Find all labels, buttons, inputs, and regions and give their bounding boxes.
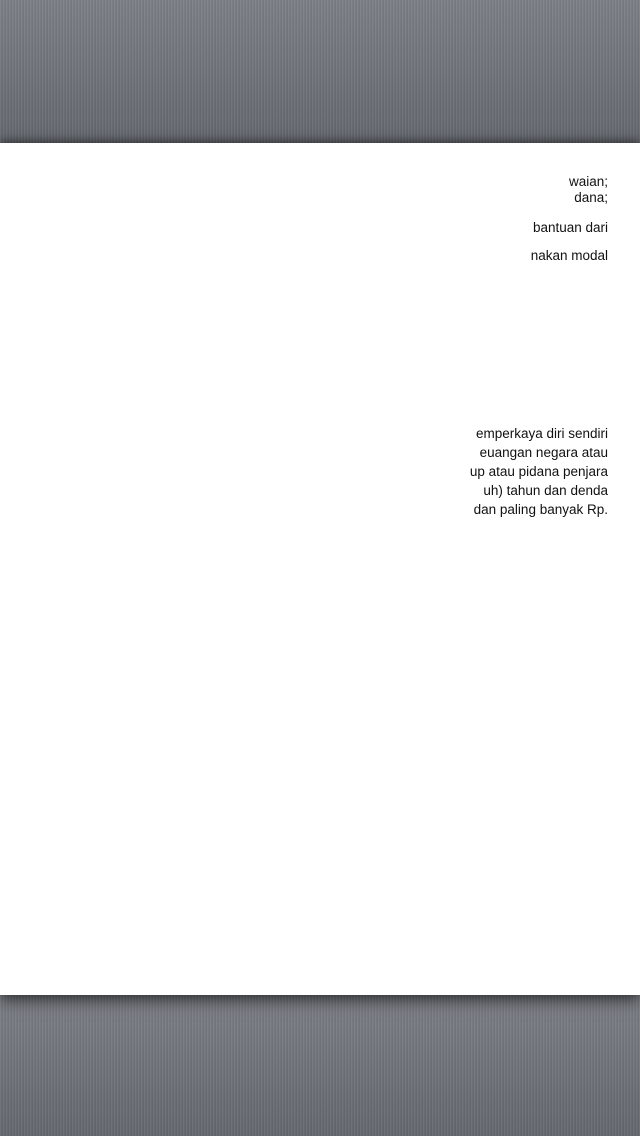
- background-texture-bottom: [0, 995, 640, 1136]
- underlying-line: emperkaya diri sendiri: [475, 426, 608, 441]
- underlying-line: up atau pidana penjara: [469, 464, 608, 479]
- underlying-line: uh) tahun dan denda: [483, 483, 608, 498]
- underlying-page: [0, 143, 640, 995]
- underlying-line: nakan modal: [530, 248, 608, 263]
- document-page[interactable]: [0, 143, 640, 995]
- background-texture-top: [0, 0, 640, 145]
- underlying-line: dana;: [574, 190, 608, 205]
- underlying-line: waian;: [568, 174, 608, 189]
- underlying-line: bantuan dari: [532, 220, 608, 235]
- underlying-line: euangan negara atau: [479, 445, 608, 460]
- underlying-line: dan paling banyak Rp.: [473, 502, 608, 517]
